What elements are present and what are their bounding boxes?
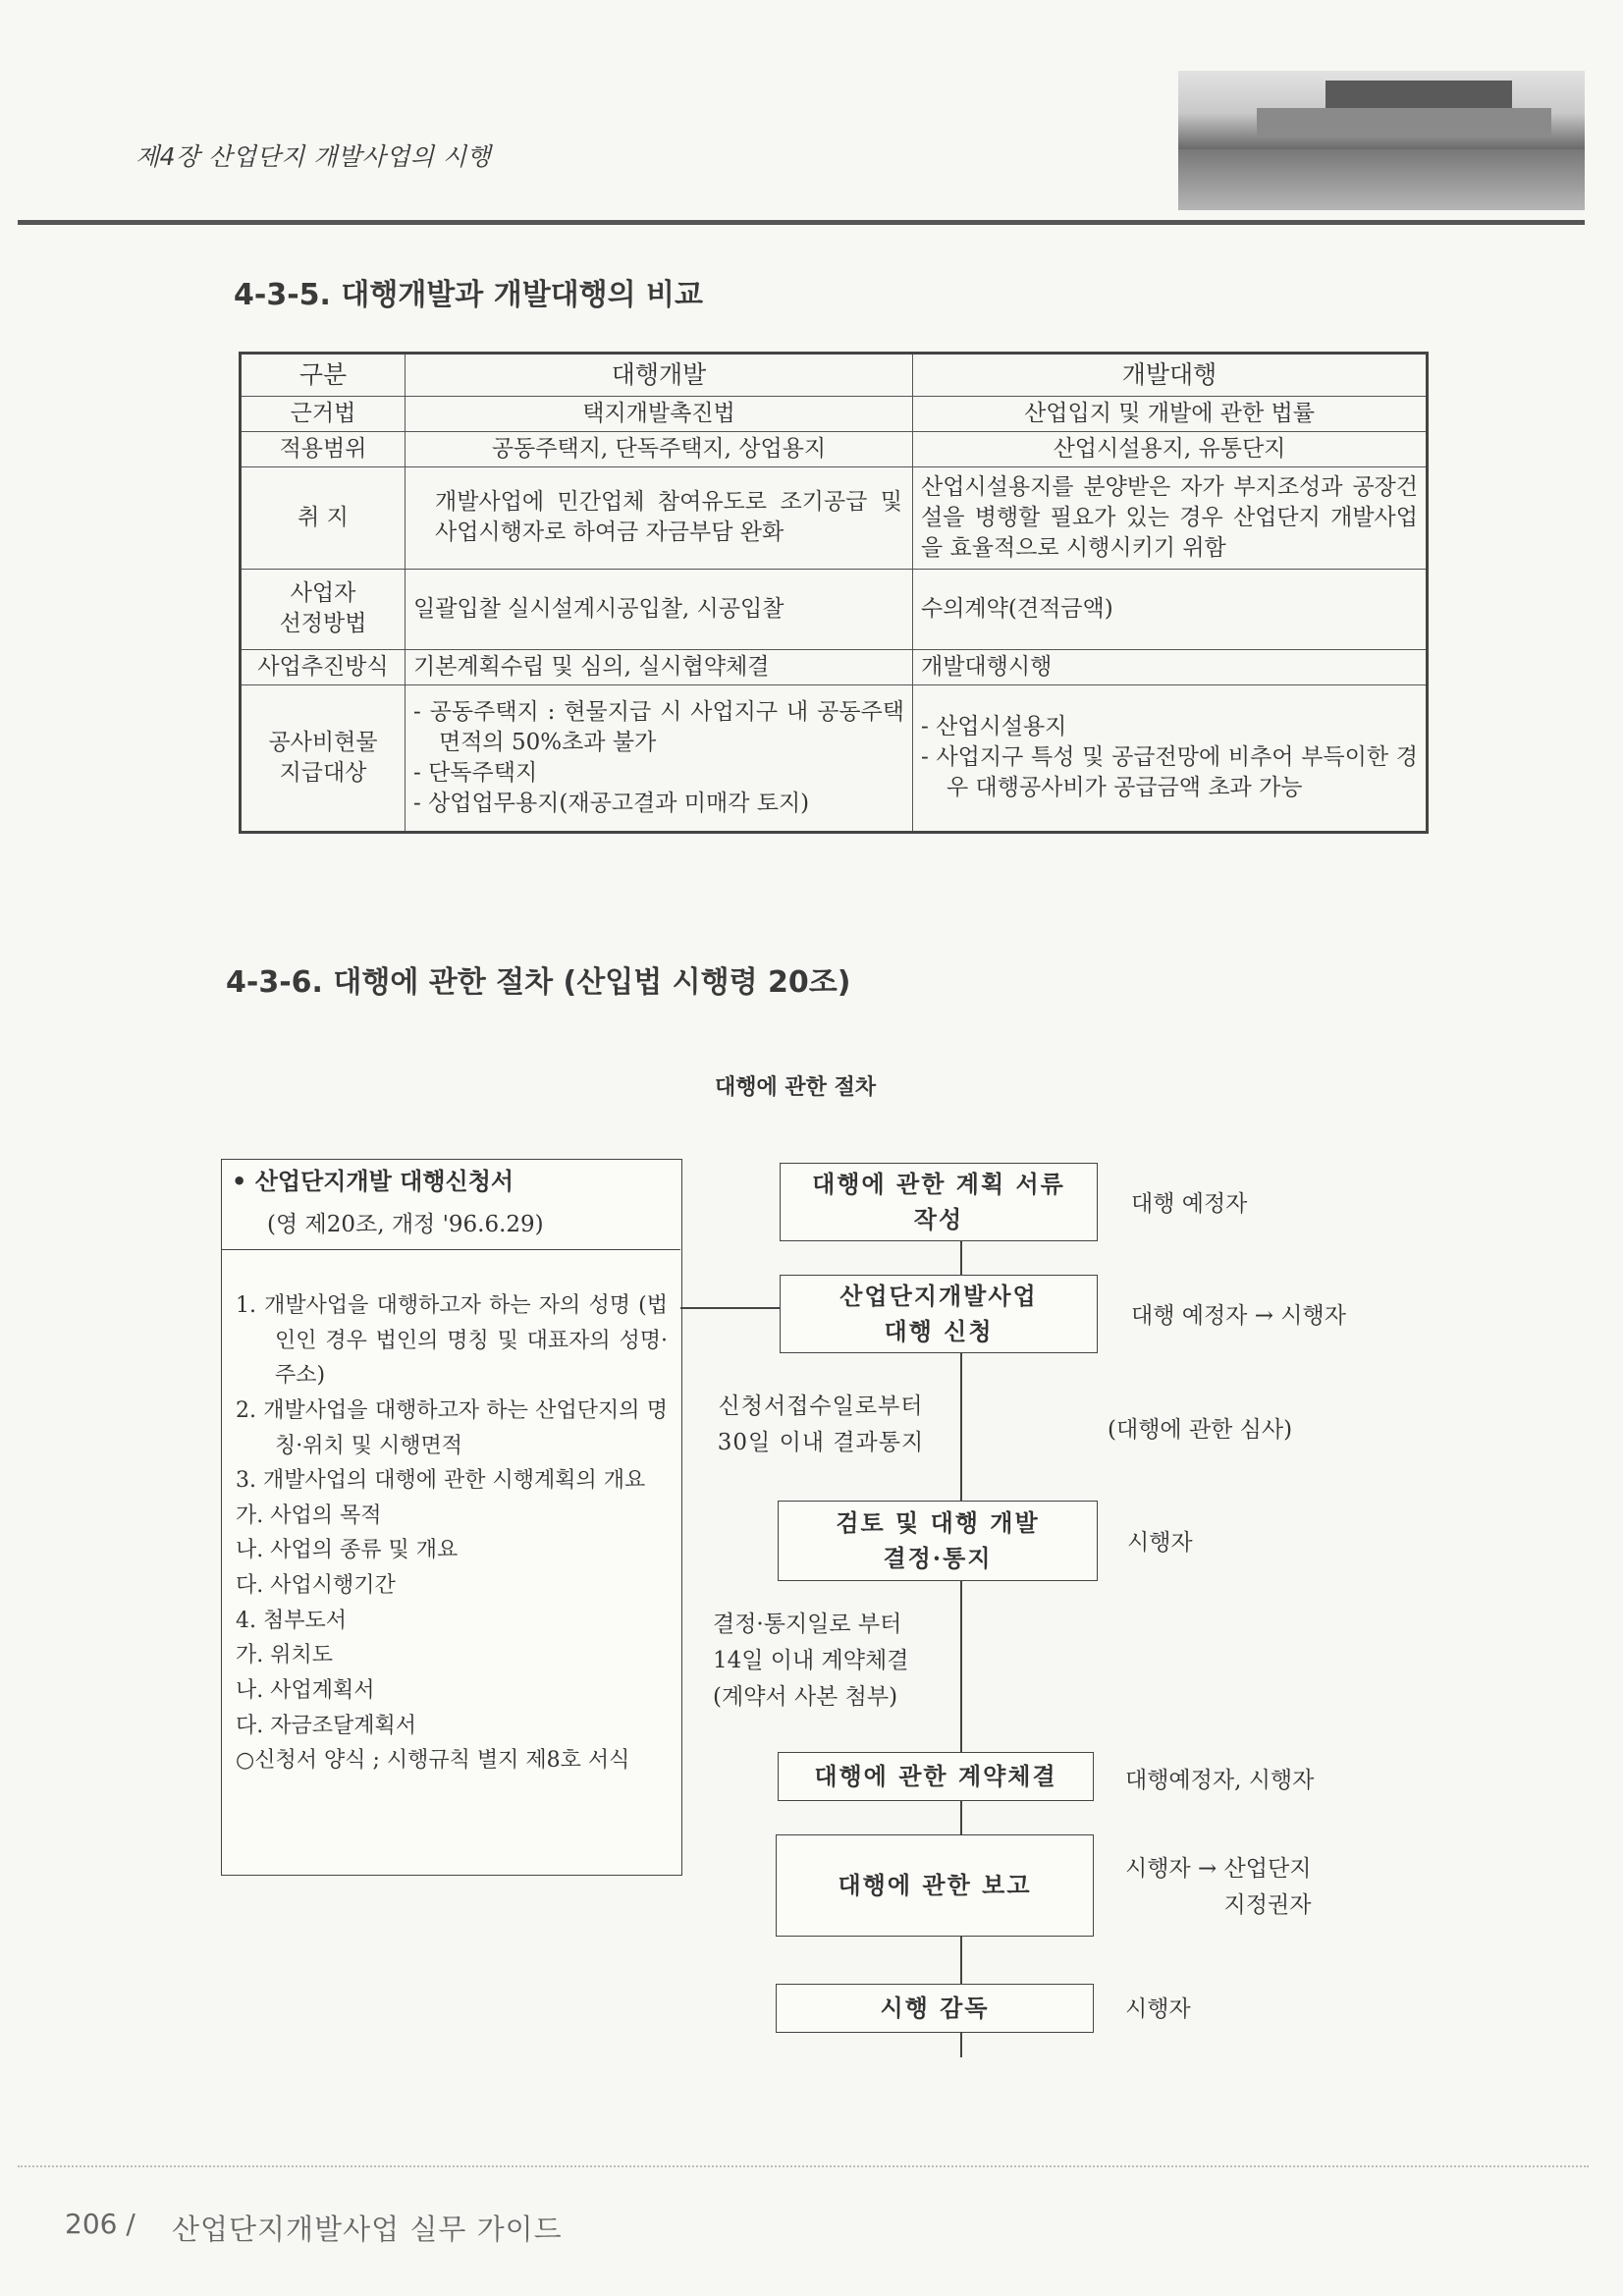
- list-item: 3. 개발사업의 대행에 관한 시행계획의 개요: [236, 1468, 646, 1494]
- page-number: 206 /: [65, 2208, 135, 2240]
- row-label: [241, 569, 406, 649]
- list-item: 다. 사업시행기간: [236, 1573, 396, 1598]
- table-header-row: [241, 354, 1428, 397]
- section-heading-comparison: 4-3-5. 대행개발과 개발대행의 비교: [234, 278, 704, 312]
- table-cell: 기본계획수립 및 심의, 실시협약체결: [406, 649, 913, 684]
- photo-water: [1178, 149, 1585, 210]
- flow-actor-label: 시행자: [1125, 1996, 1191, 2022]
- flow-actor-label: [1125, 1851, 1311, 1924]
- table-cell: 산업시설용지를 분양받은 자가 부지조성과 공장건설을 병행할 필요가 있는 경우 산업단지 개발사업을 효율적으로 시행시키기 위함: [913, 466, 1428, 569]
- list-item: - 상업업무용지(재공고결과 미매각 토지): [413, 790, 810, 816]
- list-item: 나. 사업계획서: [236, 1677, 375, 1703]
- row-label-line: 지급대상: [279, 759, 367, 786]
- row-label: 근거법: [241, 396, 406, 431]
- info-box-list: [236, 1288, 668, 1778]
- list-item: 1. 개발사업을 대행하고자 하는 자의 성명 (법인인 경우 법인의 명칭 및 대표자의 성명·주소): [236, 1293, 668, 1389]
- list-item: - 산업시설용지: [921, 714, 1067, 740]
- flow-step-review: [778, 1501, 1098, 1581]
- flow-step-line: 검토 및 대행 개발: [836, 1508, 1040, 1537]
- flow-actor-label: 시행자: [1127, 1530, 1193, 1556]
- table-header-cell: 개발대행: [913, 354, 1428, 397]
- table-cell: [406, 684, 913, 832]
- table-cell: 산업입지 및 개발에 관한 법률: [913, 396, 1428, 431]
- flow-step-line: 작성: [913, 1205, 964, 1233]
- flow-actor-line: 지정권자: [1223, 1891, 1312, 1918]
- table-cell: 일괄입찰 실시설계시공입찰, 시공입찰: [406, 569, 913, 649]
- table-header-cell: 구분: [241, 354, 406, 397]
- header-photo: [1178, 71, 1585, 210]
- row-label-line: 사업자: [290, 580, 356, 607]
- section-heading-procedure: 4-3-6. 대행에 관한 절차 (산입법 시행령 20조): [226, 965, 851, 1000]
- flow-actor-label: 대행예정자, 시행자: [1125, 1768, 1315, 1793]
- table-row: [241, 649, 1428, 684]
- flow-step-report: [776, 1834, 1094, 1937]
- comparison-table: [239, 352, 1429, 834]
- flow-step-line: 대행 신청: [884, 1317, 994, 1345]
- flow-step-application: [780, 1275, 1098, 1353]
- row-label-line: 선정방법: [279, 611, 367, 637]
- flow-note-line: 30일 이내 결과통지: [717, 1429, 925, 1455]
- flow-note-deadline: [693, 1389, 948, 1461]
- list-item: 2. 개발사업을 대행하고자 하는 산업단지의 명칭·위치 및 시행면적: [236, 1397, 668, 1458]
- flow-review-note: (대행에 관한 심사): [1108, 1417, 1293, 1443]
- list-item: - 단독주택지: [413, 759, 538, 786]
- flow-step-line: 산업단지개발사업: [839, 1282, 1038, 1310]
- table-cell: 개발사업에 민간업체 참여유도로 조기공급 및 사업시행자로 하여금 자금부담 완화: [406, 466, 913, 569]
- flow-step-plan: [780, 1163, 1098, 1241]
- flow-note-line: 신청서접수일로부터: [718, 1394, 924, 1419]
- flow-note-line: 14일 이내 계약체결: [713, 1647, 909, 1673]
- flow-step-supervision: [776, 1984, 1094, 2033]
- table-row: [241, 684, 1428, 832]
- row-label: 취 지: [241, 466, 406, 569]
- flow-note-line: 결정·통지일로 부터: [713, 1612, 902, 1637]
- list-item: - 공동주택지 : 현물지급 시 사업지구 내 공동주택 면적의 50%초과 불가: [413, 698, 904, 755]
- list-item: 가. 위치도: [236, 1643, 333, 1668]
- book-title: 산업단지개발사업 실무 가이드: [172, 2213, 563, 2246]
- table-cell: 공동주택지, 단독주택지, 상업용지: [406, 431, 913, 466]
- connector-line: [680, 1307, 780, 1309]
- flow-step-line: 대행에 관한 보고: [838, 1871, 1032, 1899]
- table-cell: 산업시설용지, 유통단지: [913, 431, 1428, 466]
- flow-step-line: 결정·통지: [883, 1544, 993, 1572]
- flow-actor-label: 대행 예정자: [1131, 1191, 1248, 1217]
- flow-note-line: (계약서 사본 첨부): [713, 1683, 898, 1710]
- list-item: ○신청서 양식 ; 시행규칙 별지 제8호 서식: [236, 1748, 630, 1774]
- flow-actor-line: 시행자 → 산업단지: [1125, 1856, 1312, 1882]
- table-cell: [913, 684, 1428, 832]
- flow-actor-label: 대행 예정자 → 시행자: [1131, 1303, 1346, 1329]
- table-cell: 택지개발촉진법: [406, 396, 913, 431]
- table-header-cell: 대행개발: [406, 354, 913, 397]
- flow-step-line: 대행에 관한 계획 서류: [812, 1170, 1065, 1198]
- list-item: 다. 자금조달계획서: [236, 1713, 417, 1738]
- info-box-subtitle: (영 제20조, 개정 '96.6.29): [267, 1212, 544, 1237]
- flow-note-contract-deadline: [713, 1607, 948, 1715]
- flowchart-title: 대행에 관한 절차: [715, 1075, 877, 1100]
- flow-step-line: 시행 감독: [880, 1994, 990, 2022]
- table-row: [241, 396, 1428, 431]
- row-label: [241, 684, 406, 832]
- table-row: [241, 466, 1428, 569]
- list-item: 가. 사업의 목적: [236, 1503, 382, 1528]
- info-box-title: • 산업단지개발 대행신청서: [232, 1168, 514, 1195]
- photo-building: [1257, 108, 1551, 136]
- footer-divider: [18, 2165, 1589, 2169]
- flow-step-contract: [778, 1752, 1094, 1801]
- header-divider: [18, 220, 1585, 225]
- table-cell: 개발대행시행: [913, 649, 1428, 684]
- flow-step-line: 대행에 관한 계약체결: [814, 1762, 1057, 1790]
- row-label: 적용범위: [241, 431, 406, 466]
- row-label-line: 공사비현물: [268, 729, 378, 755]
- table-row: [241, 569, 1428, 649]
- list-item: - 사업지구 특성 및 공급전망에 비추어 부득이한 경우 대행공사비가 공급금액 초과 가능: [921, 744, 1418, 801]
- list-item: 나. 사업의 종류 및 개요: [236, 1538, 459, 1563]
- chapter-title: 제4장 산업단지 개발사업의 시행: [135, 142, 492, 171]
- table-row: [241, 431, 1428, 466]
- list-item: 4. 첨부도서: [236, 1608, 347, 1633]
- table-cell: 수의계약(견적금액): [913, 569, 1428, 649]
- row-label: 사업추진방식: [241, 649, 406, 684]
